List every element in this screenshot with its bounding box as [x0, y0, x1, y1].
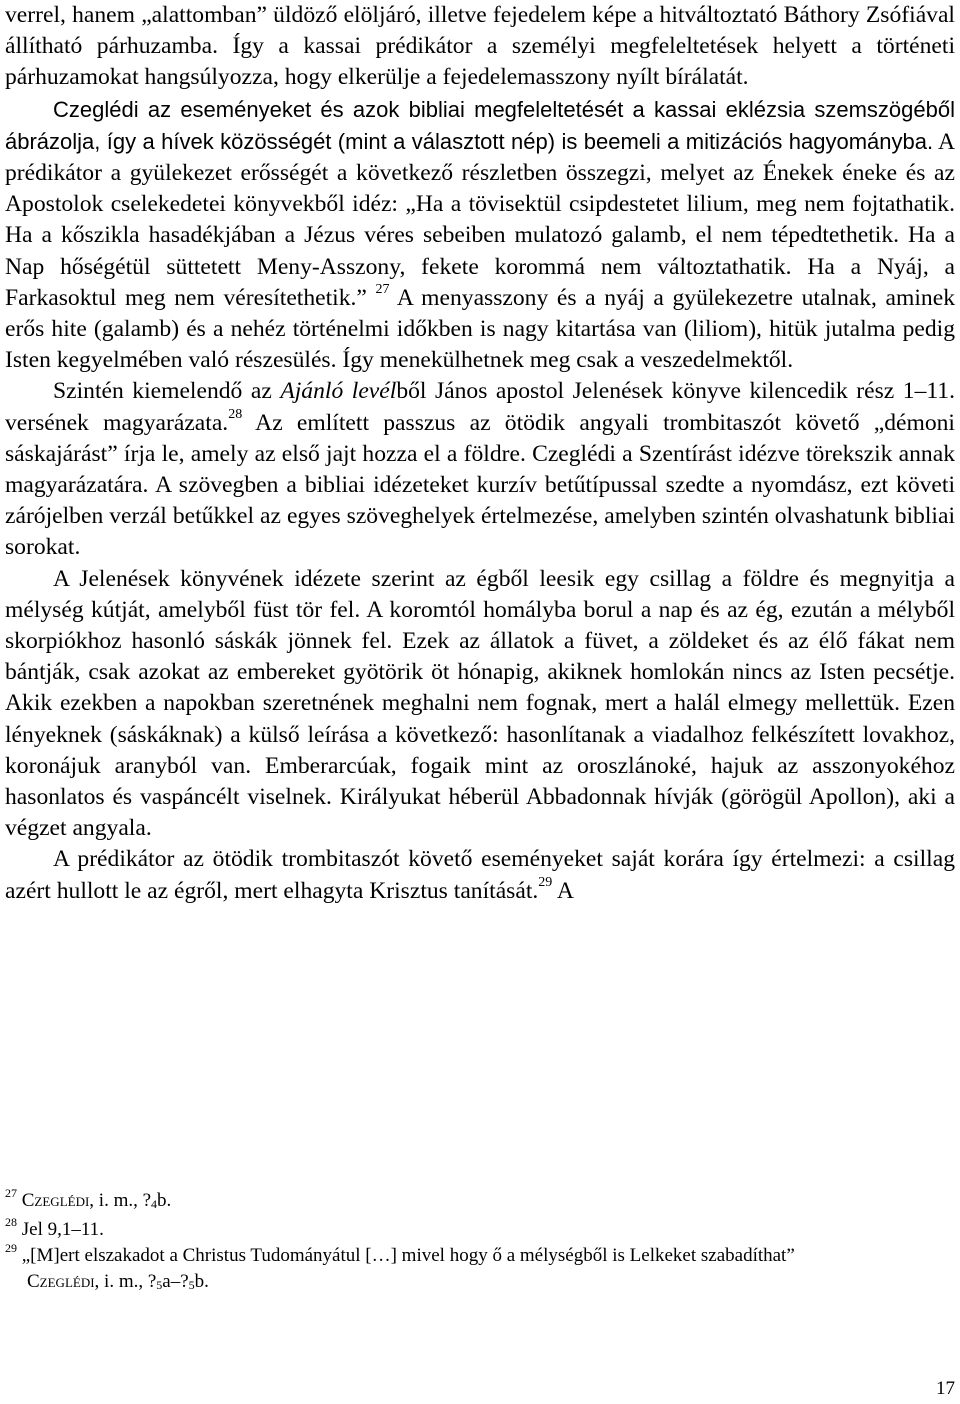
- footnote-text: b.: [194, 1271, 209, 1292]
- page-body: [5, 0, 955, 907]
- paragraph-4-text: A Jelenések könyvének idézete szerint az égből leesik egy csillag a földre és megnyitja a mélység kútját, amelyből füst tör fel. A koromtól homályba borul a nap és az ég, ezután a mélyből skorpiókhoz hasonló sáskák jönnek fel. Ezek az állatok a füvet, a zöldeket és az élő fákat nem bántják, csak azokat az embereket gyötörik öt hónapig, akiknek homlokán nincs az Isten pecsétje. Akik ezekben a napokban szeretnének meghalni nem fognak, mert a halál elmegy mellettük. Ezen lényeknek (sáskáknak) a külső leírása a következő: hasonlítanak a viadalhoz felkészített lovakhoz, koronájuk aranyból van. Emberarcúak, fogaik mint az oroszlánoké, hajuk az asszonyokéhoz hasonlatos és vaspáncélt viselnek. Királyukat héberül Abbadonnak hívják (görögül Apollon), aki a végzet angyala.: [5, 565, 955, 842]
- footnote-28: [5, 1214, 955, 1243]
- paragraph-3-italic-title: Ajánló levél: [280, 378, 397, 405]
- paragraph-3: [5, 376, 955, 563]
- page-number: 17: [936, 1378, 955, 1399]
- footnote-29: [5, 1240, 955, 1269]
- footnote-text: Jel 9,1–11.: [21, 1219, 104, 1240]
- footnote-ref-27[interactable]: 27: [375, 281, 390, 297]
- footnote-author: Czeglédi: [27, 1271, 95, 1292]
- footnote-text: , i. m., ?: [94, 1271, 157, 1292]
- paragraph-2-text: A prédikátor a gyülekezet erősségét a következő részletben összegzi, melyet az Énekek éneke és az Apostolok cselekedetei könyvekből idéz: „Ha a tövisektül csipdestetet lilium, meg nem fojtathatik. Ha a kőszikla hasadékjában a Jézus véres sebeiben mulatozó galamb, el nem tépedtethetik. Ha a Nap hőségétül süttetett Meny-Asszony, fekete korommá nem változtathatik. Ha a Nyáj, a Farkasoktul meg nem véresítethetik.”: [5, 128, 956, 311]
- paragraph-2-text-cont: A menyasszony és a nyáj a gyülekezetre utalnak, aminek erős hite (galamb) és a nehéz történelmi időkben is nagy kitartása van (liliom), hitük jutalma pedig Isten kegyelmében való részesülés. Így menekülhetnek meg csak a veszedelmektől.: [5, 284, 955, 374]
- footnote-27: [5, 1185, 955, 1217]
- footnote-number: 27: [5, 1185, 17, 1200]
- footnote-number: 29: [5, 1240, 17, 1255]
- footnote-ref-29[interactable]: 29: [538, 874, 553, 890]
- paragraph-4: [5, 564, 955, 845]
- paragraph-3-text-cont: Az említett passzus az ötödik angyali trombitaszót követő „démoni sáskajárást” írja le, amely az első jajt hozza el a földre. Czeglédi a Szentírást idézve törekszik annak magyarázatára. A szövegben a bibliai idézeteket kurzív betűtípussal szedte a nyomdász, ezt követi zárójelben verzál betűkkel az egyes szöveghelyek értelmezése, amelyben szintén olvashatunk bibliai sorokat.: [5, 409, 955, 561]
- paragraph-3-text-mid: ből János apostol Jelenések könyve kilencedik rész 1–11. versének magyarázata.: [5, 378, 955, 436]
- paragraph-5-text: A prédikátor az ötödik trombitaszót követő eseményeket saját korára így értelmezi: a csillag azért hullott le az égről, mert elhagyta Krisztus tanítását.: [5, 846, 955, 904]
- footnote-subscript: 4: [151, 1197, 158, 1211]
- footnote-29-cont: [5, 1269, 955, 1298]
- paragraph-2-sans-text: Czeglédi az eseményeket és azok bibliai megfeleltetését a kassai eklézsia szemszögéből ábrázolja, így a hívek közösségét (mint a választott nép) is beemeli a mitizációs hagyományba.: [5, 96, 955, 154]
- paragraph-5: [5, 844, 955, 906]
- footnotes: [5, 1185, 955, 1298]
- main-text: [5, 0, 955, 907]
- paragraph-5-text-cont: A: [552, 877, 574, 904]
- paragraph-2: [5, 94, 955, 377]
- footnote-text: , i. m., ?: [89, 1190, 152, 1211]
- footnote-subscript: 5: [188, 1278, 195, 1292]
- footnote-text: b.: [157, 1190, 172, 1211]
- footnote-quote: „[M]ert elszakadot a Christus Tudományátul […] mivel hogy ő a mélységből is Lelkeket szabadíthat”: [21, 1245, 795, 1266]
- footnote-ref-28[interactable]: 28: [228, 406, 243, 422]
- footnote-text: a–?: [162, 1271, 189, 1292]
- paragraph-1: [5, 0, 955, 94]
- footnote-subscript: 5: [156, 1278, 163, 1292]
- footnote-number: 28: [5, 1214, 17, 1229]
- paragraph-3-text: Szintén kiemelendő az: [53, 378, 281, 405]
- footnote-author: Czeglédi: [21, 1190, 90, 1211]
- paragraph-1-text: verrel, hanem „alattomban” üldöző elöljáró, illetve fejedelem képe a hitváltoztató Báthory Zsófiával állítható párhuzamba. Így a kassai prédikátor a személyi megfeleltetések helyett a történeti párhuzamokat hangsúlyozza, hogy elkerülje a fejedelemasszony nyílt bírálatát.: [5, 2, 955, 91]
